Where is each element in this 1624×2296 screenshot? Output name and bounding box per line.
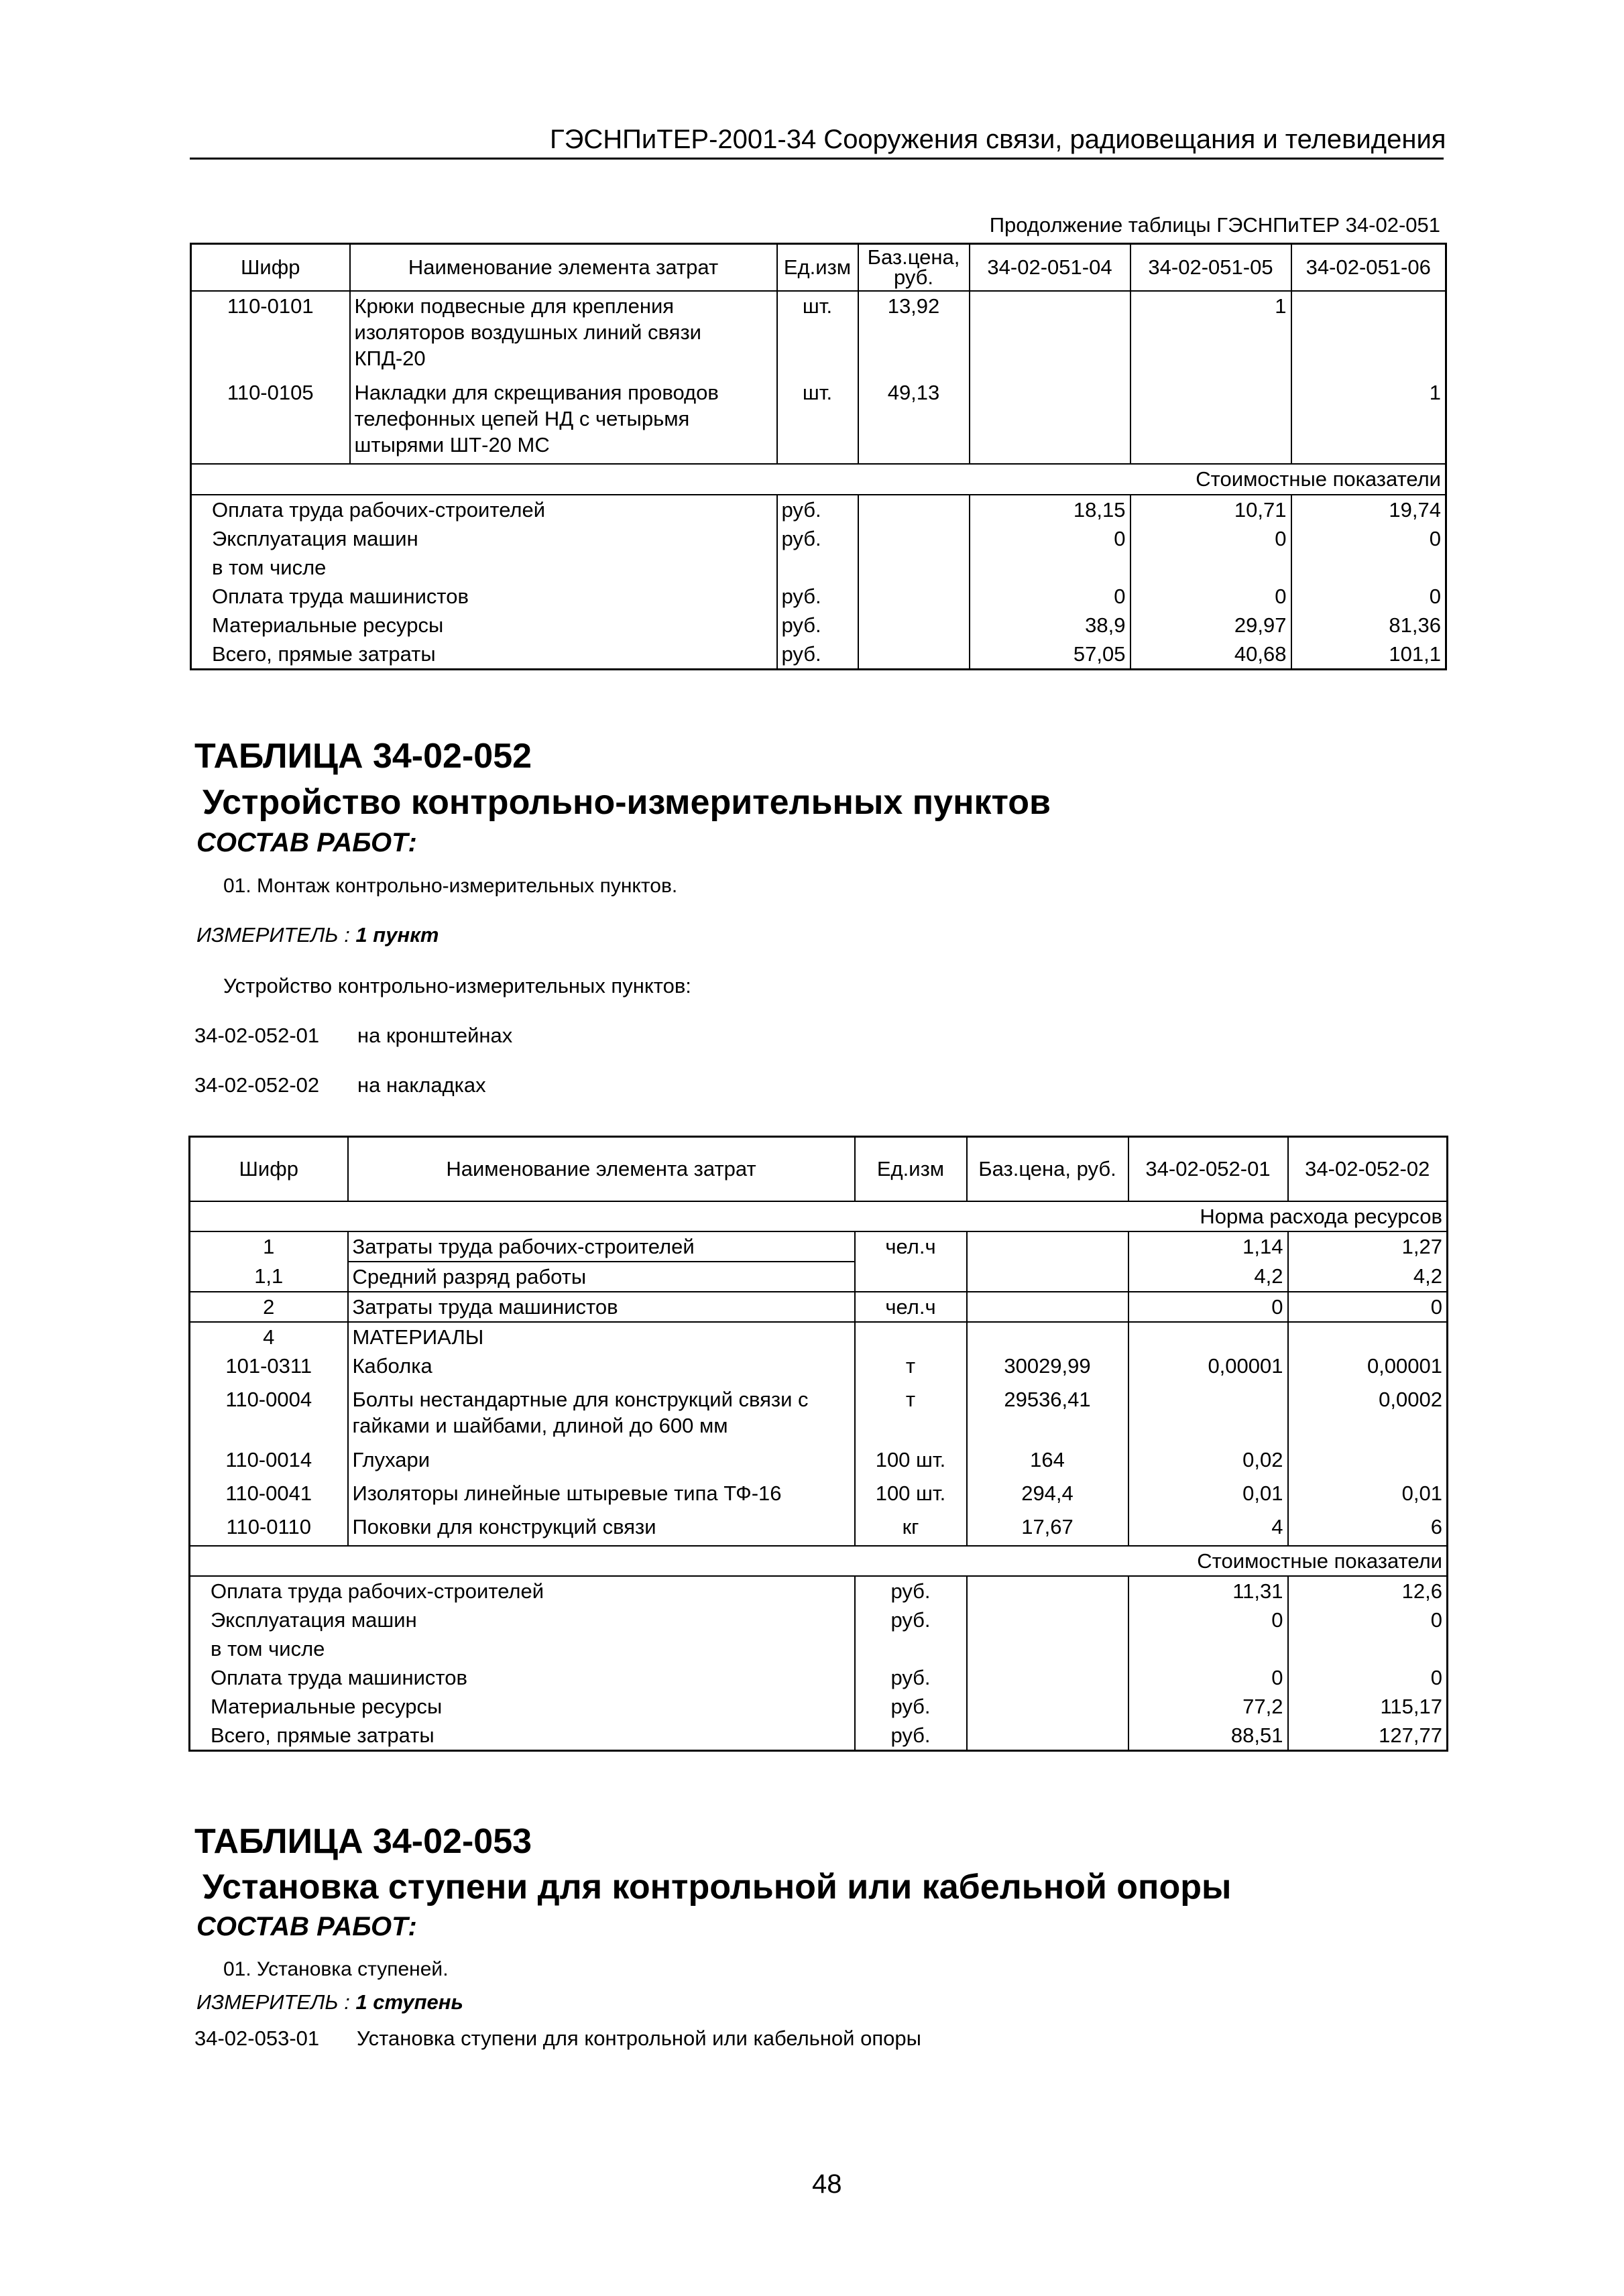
- col-header-code: Шифр: [191, 244, 350, 291]
- cell-value: [1288, 1445, 1448, 1479]
- cost-price: [858, 611, 970, 640]
- col-header-unit: Ед.изм: [777, 244, 858, 291]
- table-34-02-051: [190, 243, 1447, 670]
- cell-value: 0,01: [1128, 1479, 1288, 1512]
- measure-line: [196, 1990, 463, 2014]
- cell-code: 1: [190, 1231, 348, 1262]
- item-text: на кронштейнах: [357, 1024, 513, 1047]
- cost-value: 38,9: [970, 611, 1130, 640]
- col-header-name: Наименование элемента затрат: [348, 1137, 855, 1201]
- table-row: [190, 1351, 1448, 1385]
- measure-label: ИЗМЕРИТЕЛЬ :: [196, 923, 350, 947]
- cost-value: 0: [970, 524, 1130, 553]
- cost-value: 81,36: [1291, 611, 1446, 640]
- cell-price: 294,4: [967, 1479, 1128, 1512]
- cost-name: Оплата труда машинистов: [191, 582, 777, 611]
- cell-value: 0,00001: [1128, 1351, 1288, 1385]
- cost-value: 88,51: [1128, 1721, 1288, 1751]
- cell-unit: [855, 1262, 967, 1292]
- item-text: Установка ступени для контрольной или кабельной опоры: [357, 2027, 921, 2050]
- col-header-rate: 34-02-051-05: [1130, 244, 1291, 291]
- cost-row: [190, 1692, 1448, 1721]
- table-row: [190, 1292, 1448, 1322]
- measure-label: ИЗМЕРИТЕЛЬ :: [196, 1990, 350, 2014]
- cell-price: [967, 1262, 1128, 1292]
- cell-unit: чел.ч: [855, 1292, 967, 1322]
- cost-value: 0: [1130, 582, 1291, 611]
- cell-code: 110-0101: [191, 291, 350, 378]
- cell-name: Накладки для скрещивания проводов телефонных цепей НД с четырьмя штырями ШТ-20 МС: [350, 378, 777, 464]
- cell-value: 0,01: [1288, 1479, 1448, 1512]
- col-header-price: Баз.цена, руб.: [967, 1137, 1128, 1201]
- cost-value: 11,31: [1128, 1576, 1288, 1606]
- cost-row: [190, 1663, 1448, 1692]
- cell-code: 110-0004: [190, 1385, 348, 1445]
- item-text: на накладках: [357, 1073, 486, 1097]
- cost-price: [967, 1634, 1128, 1663]
- cost-row: [191, 495, 1446, 524]
- cost-price: [967, 1692, 1128, 1721]
- cost-unit: руб.: [855, 1663, 967, 1692]
- table-continuation-note: Продолжение таблицы ГЭСНПиТЕР 34-02-051: [989, 213, 1440, 237]
- table-subtitle: Установка ступени для контрольной или кабельной опоры: [202, 1868, 1232, 1907]
- cost-unit: руб.: [777, 524, 858, 553]
- cost-unit: руб.: [855, 1692, 967, 1721]
- cell-value: 1,27: [1288, 1231, 1448, 1262]
- cell-price: [967, 1292, 1128, 1322]
- section-label: Стоимостные показатели: [190, 1546, 1448, 1576]
- cost-name: Эксплуатация машин: [191, 524, 777, 553]
- cost-value: 0: [1128, 1663, 1288, 1692]
- running-header: ГЭСНПиТЕР-2001-34 Сооружения связи, радиовещания и телевидения: [550, 125, 1446, 154]
- cost-price: [967, 1721, 1128, 1751]
- cost-value: 115,17: [1288, 1692, 1448, 1721]
- cost-name: Всего, прямые затраты: [190, 1721, 855, 1751]
- cost-value: 0: [1291, 582, 1446, 611]
- cell-code: 4: [190, 1322, 348, 1351]
- cost-unit: руб.: [777, 495, 858, 524]
- cost-value: 0: [1291, 524, 1446, 553]
- cell-unit: чел.ч: [855, 1231, 967, 1262]
- page-number: 48: [812, 2169, 842, 2199]
- cell-unit: кг: [855, 1512, 967, 1546]
- cell-price: 17,67: [967, 1512, 1128, 1546]
- cell-name: Крюки подвесные для крепления изоляторов воздушных линий связи КПД-20: [350, 291, 777, 378]
- cell-value: [1128, 1385, 1288, 1445]
- cost-unit: руб.: [855, 1606, 967, 1634]
- table-row: [190, 1322, 1448, 1351]
- cell-value: [970, 291, 1130, 378]
- cost-value: 77,2: [1128, 1692, 1288, 1721]
- cost-value: 40,68: [1130, 640, 1291, 670]
- cell-price: [967, 1322, 1128, 1351]
- cell-name: Поковки для конструкций связи: [348, 1512, 855, 1546]
- col-header-name: Наименование элемента затрат: [350, 244, 777, 291]
- work-item: 01. Монтаж контрольно-измерительных пунктов.: [223, 875, 678, 897]
- cost-price: [858, 495, 970, 524]
- cost-value: 19,74: [1291, 495, 1446, 524]
- cell-value: [970, 378, 1130, 464]
- cell-name: Затраты труда машинистов: [348, 1292, 855, 1322]
- cell-value: [1128, 1322, 1288, 1351]
- cell-value: [1291, 291, 1446, 378]
- cost-row: [190, 1606, 1448, 1634]
- cost-price: [967, 1606, 1128, 1634]
- cost-unit: руб.: [855, 1721, 967, 1751]
- table-row: [190, 1231, 1448, 1262]
- table-row: [191, 291, 1446, 378]
- cell-name: Изоляторы линейные штыревые типа ТФ-16: [348, 1479, 855, 1512]
- cost-value: 101,1: [1291, 640, 1446, 670]
- cost-row: [191, 640, 1446, 670]
- measure-value: 1 ступень: [355, 1990, 463, 2014]
- cost-price: [858, 640, 970, 670]
- cost-name: в том числе: [190, 1634, 855, 1663]
- cost-name: Оплата труда рабочих-строителей: [191, 495, 777, 524]
- cell-name: Затраты труда рабочих-строителей: [348, 1231, 855, 1262]
- cost-row: [191, 582, 1446, 611]
- cost-unit: [855, 1634, 967, 1663]
- work-composition-heading: СОСТАВ РАБОТ:: [196, 1912, 417, 1941]
- header-rule: [190, 158, 1444, 160]
- cell-price: 49,13: [858, 378, 970, 464]
- cost-row: [191, 524, 1446, 553]
- section-row: [190, 1201, 1448, 1231]
- cost-row: [190, 1721, 1448, 1751]
- cost-value: 0: [1288, 1606, 1448, 1634]
- item-code: 34-02-052-01: [194, 1024, 320, 1047]
- work-item: 01. Установка ступеней.: [223, 1958, 449, 1980]
- table-row: [190, 1262, 1448, 1292]
- cell-name: МАТЕРИАЛЫ: [348, 1322, 855, 1351]
- cell-price: 13,92: [858, 291, 970, 378]
- cell-value: 0: [1128, 1292, 1288, 1322]
- cost-value: 0: [1288, 1663, 1448, 1692]
- cost-unit: руб.: [777, 582, 858, 611]
- cost-price: [967, 1576, 1128, 1606]
- cell-value: 0,02: [1128, 1445, 1288, 1479]
- cost-name: Материальные ресурсы: [191, 611, 777, 640]
- table-row: [190, 1445, 1448, 1479]
- item-code: 34-02-053-01: [194, 2027, 320, 2050]
- work-composition-heading: СОСТАВ РАБОТ:: [196, 828, 417, 857]
- cost-value: 12,6: [1288, 1576, 1448, 1606]
- cost-price: [858, 553, 970, 582]
- table-row: [190, 1512, 1448, 1546]
- table-row: [190, 1479, 1448, 1512]
- table-title: ТАБЛИЦА 34-02-052: [194, 737, 532, 776]
- cell-name: Каболка: [348, 1351, 855, 1385]
- cost-row: [190, 1634, 1448, 1663]
- measure-value: 1 пункт: [355, 923, 439, 947]
- cost-price: [858, 524, 970, 553]
- cell-price: 29536,41: [967, 1385, 1128, 1445]
- cost-value: 127,77: [1288, 1721, 1448, 1751]
- cost-unit: руб.: [855, 1576, 967, 1606]
- cost-row: [191, 553, 1446, 582]
- table-34-02-052: [188, 1136, 1448, 1752]
- table-row: [191, 378, 1446, 464]
- cell-code: 2: [190, 1292, 348, 1322]
- cell-name: Болты нестандартные для конструкций связи с гайками и шайбами, длиной до 600 мм: [348, 1385, 855, 1445]
- cost-unit: руб.: [777, 640, 858, 670]
- cell-unit: т: [855, 1351, 967, 1385]
- cost-price: [858, 582, 970, 611]
- cost-value: [1128, 1634, 1288, 1663]
- cell-unit: шт.: [777, 378, 858, 464]
- cost-value: 0: [970, 582, 1130, 611]
- cell-value: [1130, 378, 1291, 464]
- cost-value: 57,05: [970, 640, 1130, 670]
- section-label: Стоимостные показатели: [191, 464, 1446, 495]
- cost-value: [1291, 553, 1446, 582]
- section-label: Норма расхода ресурсов: [190, 1201, 1448, 1231]
- cell-value: 0,0002: [1288, 1385, 1448, 1445]
- cell-value: 4,2: [1288, 1262, 1448, 1292]
- cell-value: 0,00001: [1288, 1351, 1448, 1385]
- col-header-code: Шифр: [190, 1137, 348, 1201]
- cost-name: Оплата труда машинистов: [190, 1663, 855, 1692]
- cost-value: 10,71: [1130, 495, 1291, 524]
- cost-name: Оплата труда рабочих-строителей: [190, 1576, 855, 1606]
- cell-value: 4,2: [1128, 1262, 1288, 1292]
- cell-value: 6: [1288, 1512, 1448, 1546]
- cell-name: Средний разряд работы: [348, 1262, 855, 1292]
- cell-unit: 100 шт.: [855, 1445, 967, 1479]
- cost-value: 0: [1130, 524, 1291, 553]
- cost-row: [190, 1576, 1448, 1606]
- cost-price: [967, 1663, 1128, 1692]
- cell-code: 110-0041: [190, 1479, 348, 1512]
- cell-price: [967, 1231, 1128, 1262]
- cost-value: 0: [1128, 1606, 1288, 1634]
- cell-value: 0: [1288, 1292, 1448, 1322]
- col-header-rate: 34-02-052-01: [1128, 1137, 1288, 1201]
- cost-value: [1130, 553, 1291, 582]
- section-row: [191, 464, 1446, 495]
- cost-name: Материальные ресурсы: [190, 1692, 855, 1721]
- cost-value: [970, 553, 1130, 582]
- table-subtitle: Устройство контрольно-измерительных пунктов: [202, 783, 1051, 822]
- cell-code: 110-0110: [190, 1512, 348, 1546]
- cost-value: [1288, 1634, 1448, 1663]
- cell-value: 1: [1291, 378, 1446, 464]
- cell-unit: 100 шт.: [855, 1479, 967, 1512]
- col-header-rate: 34-02-051-04: [970, 244, 1130, 291]
- cost-unit: [777, 553, 858, 582]
- cell-name: Глухари: [348, 1445, 855, 1479]
- col-header-unit: Ед.изм: [855, 1137, 967, 1201]
- cell-value: 1: [1130, 291, 1291, 378]
- cell-unit: [855, 1322, 967, 1351]
- cost-row: [191, 611, 1446, 640]
- cost-name: Эксплуатация машин: [190, 1606, 855, 1634]
- col-header-price: Баз.цена, руб.: [858, 244, 970, 291]
- section-row: [190, 1546, 1448, 1576]
- cell-code: 110-0105: [191, 378, 350, 464]
- cell-code: 110-0014: [190, 1445, 348, 1479]
- cost-name: Всего, прямые затраты: [191, 640, 777, 670]
- intro-text: Устройство контрольно-измерительных пунктов:: [223, 974, 691, 998]
- cell-code: 101-0311: [190, 1351, 348, 1385]
- cost-value: 29,97: [1130, 611, 1291, 640]
- cell-price: 30029,99: [967, 1351, 1128, 1385]
- cost-unit: руб.: [777, 611, 858, 640]
- col-header-rate: 34-02-051-06: [1291, 244, 1446, 291]
- item-code: 34-02-052-02: [194, 1073, 320, 1097]
- cell-value: 1,14: [1128, 1231, 1288, 1262]
- cell-price: 164: [967, 1445, 1128, 1479]
- cell-code: 1,1: [190, 1262, 348, 1292]
- cell-unit: шт.: [777, 291, 858, 378]
- cost-name: в том числе: [191, 553, 777, 582]
- cell-value: [1288, 1322, 1448, 1351]
- table-title: ТАБЛИЦА 34-02-053: [194, 1822, 532, 1861]
- col-header-rate: 34-02-052-02: [1288, 1137, 1448, 1201]
- measure-line: [196, 923, 439, 947]
- cost-value: 18,15: [970, 495, 1130, 524]
- table-row: [190, 1385, 1448, 1445]
- cell-value: 4: [1128, 1512, 1288, 1546]
- cell-unit: т: [855, 1385, 967, 1445]
